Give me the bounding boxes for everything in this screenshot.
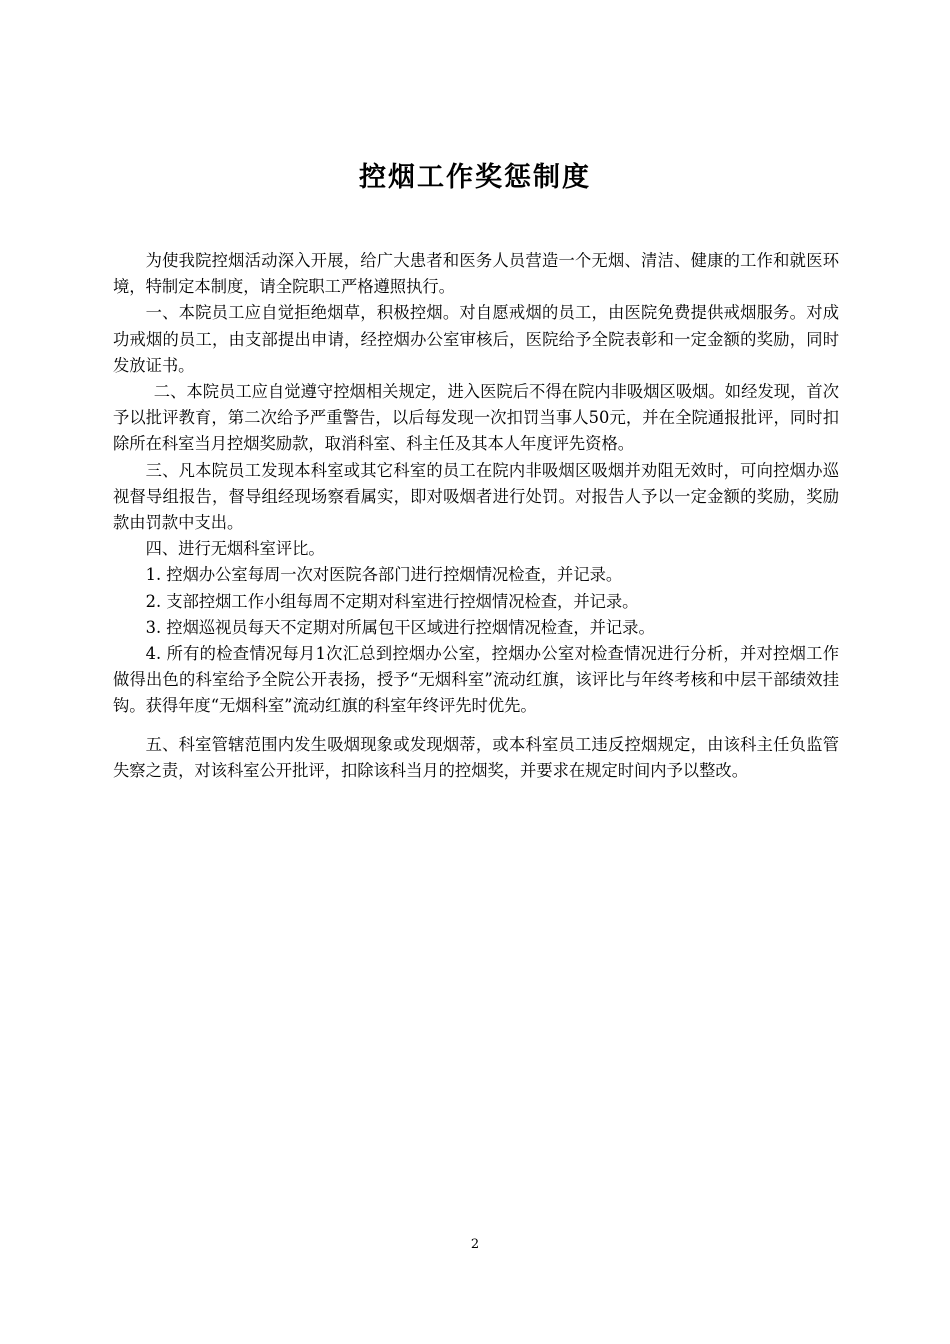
clause-2-paragraph: 二、本院员工应自觉遵守控烟相关规定，进入医院后不得在院内非吸烟区吸烟。如经发现，首次予以批评教育，第二次给予严重警告，以后每发现一次扣罚当事人50元，并在全院通报批评，同时扣除所在科室当月控烟奖励款，取消科室、科主任及其本人年度评先资格。 [113, 382, 839, 454]
clause-1-paragraph: 一、本院员工应自觉拒绝烟草，积极控烟。对自愿戒烟的员工，由医院免费提供戒烟服务。对成功戒烟的员工，由支部提出申请，经控烟办公室审核后，医院给予全院表彰和一定金额的奖励，同时发放证书。 [113, 303, 839, 375]
clause-4-paragraph: 四、进行无烟科室评比。 [145, 539, 325, 559]
document-body [113, 248, 839, 784]
clause-4-item-4: 4. 所有的检查情况每月1次汇总到控烟办公室，控烟办公室对检查情况进行分析，并对控烟工作做得出色的科室给予全院公开表扬，授予“无烟科室”流动红旗，该评比与年终考核和中层干部绩效挂钩。获得年度“无烟科室”流动红旗的科室年终评先时优先。 [113, 644, 839, 716]
clause-4-item-3: 3. 控烟巡视员每天不定期对所属包干区域进行控烟情况检查，并记录。 [145, 617, 655, 637]
clause-5-paragraph: 五、科室管辖范围内发生吸烟现象或发现烟蒂，或本科室员工违反控烟规定，由该科主任负监管失察之责，对该科室公开批评，扣除该科当月的控烟奖，并要求在规定时间内予以整改。 [113, 734, 839, 780]
clause-4-item-1: 1. 控烟办公室每周一次对医院各部门进行控烟情况检查，并记录。 [145, 565, 623, 585]
page-number: 2 [470, 1237, 480, 1252]
clause-3-paragraph: 三、凡本院员工发现本科室或其它科室的员工在院内非吸烟区吸烟并劝阻无效时，可向控烟办巡视督导组报告，督导组经现场察看属实，即对吸烟者进行处罚。对报告人予以一定金额的奖励，奖励款由罚款中支出。 [113, 460, 839, 533]
clause-4-item-2: 2. 支部控烟工作小组每周不定期对科室进行控烟情况检查，并记录。 [145, 591, 639, 611]
intro-paragraph: 为使我院控烟活动深入开展，给广大患者和医务人员营造一个无烟、清洁、健康的工作和就医环境，特制定本制度，请全院职工严格遵照执行。 [113, 251, 839, 297]
document-title: 控烟工作奖惩制度 [359, 162, 591, 193]
